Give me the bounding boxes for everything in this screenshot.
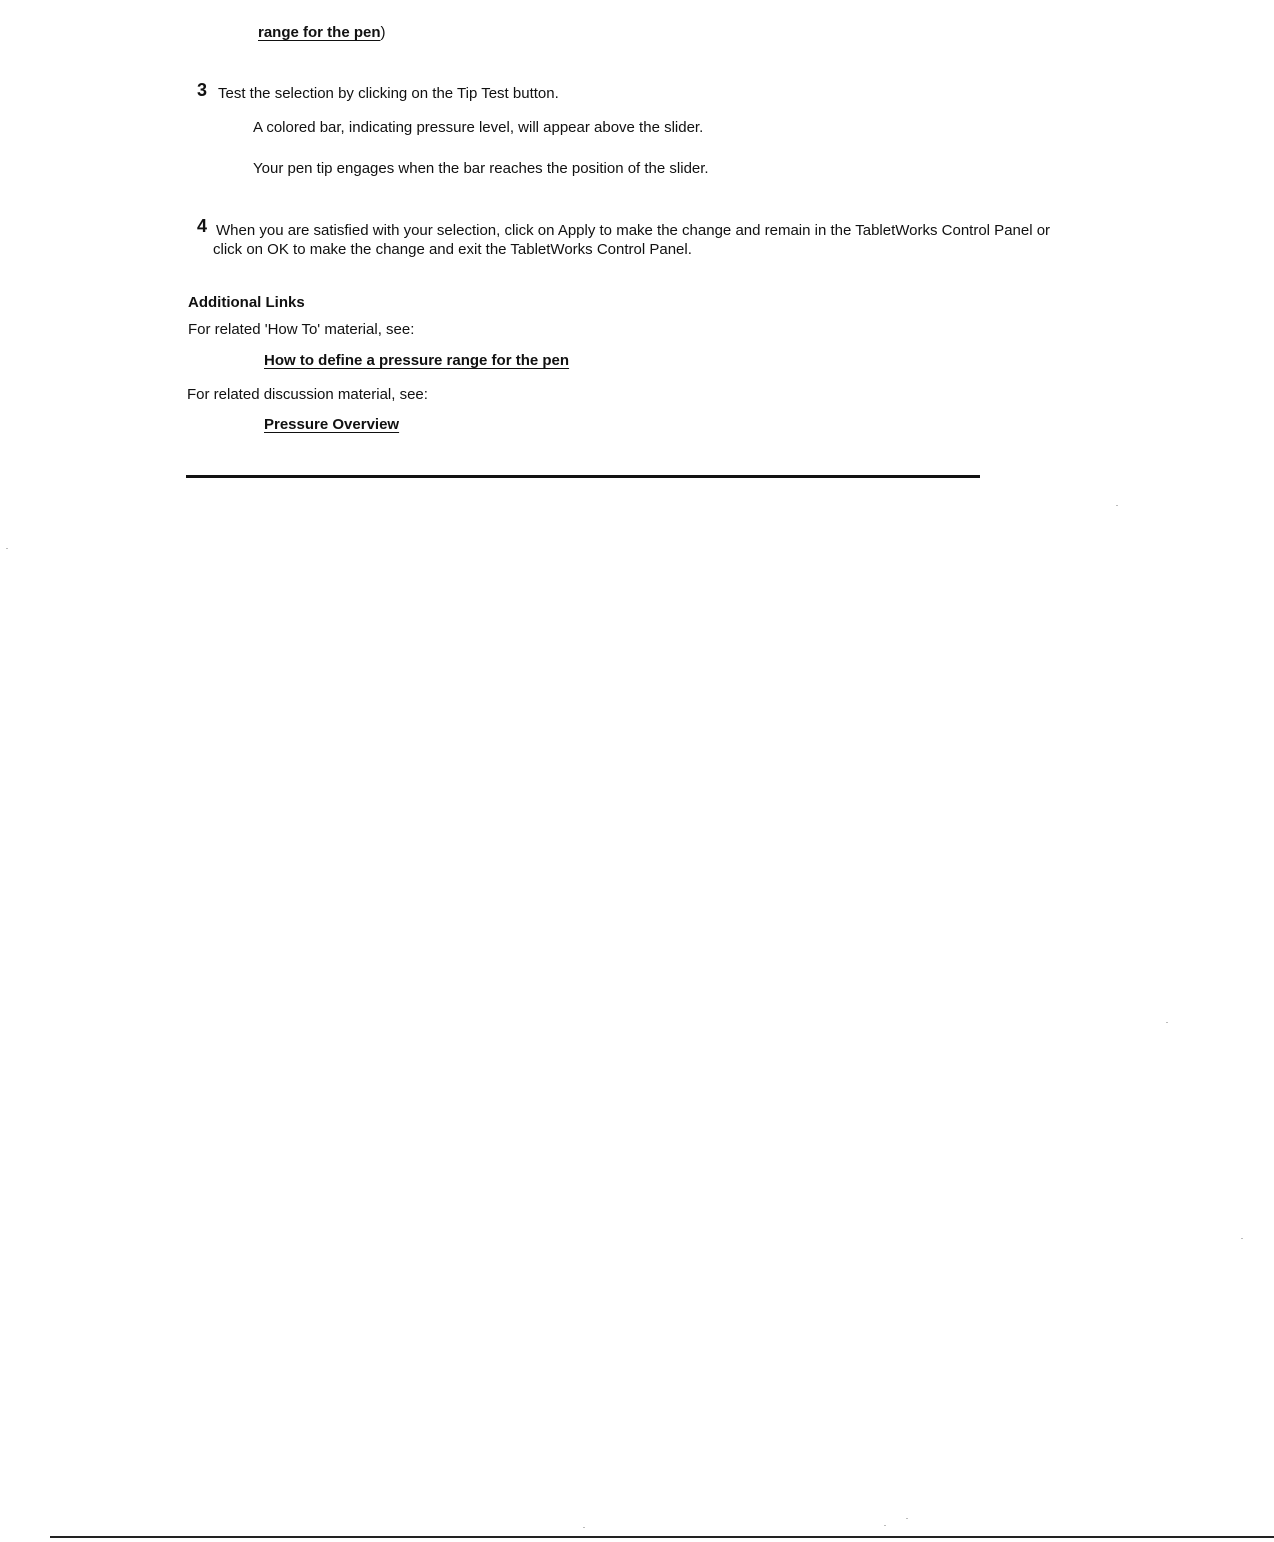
- scan-speck: [884, 1525, 886, 1526]
- page-bottom-edge: [50, 1536, 1274, 1538]
- scan-speck: [1241, 1238, 1243, 1239]
- howto-intro: For related 'How To' material, see:: [188, 321, 415, 338]
- step-3-note-1: A colored bar, indicating pressure level, will appear above the slider.: [253, 119, 704, 136]
- section-divider: [186, 475, 980, 478]
- step-3-number: 3: [197, 80, 208, 100]
- step-3-note-2: Your pen tip engages when the bar reaches the position of the slider.: [253, 160, 709, 177]
- howto-link-container: [264, 352, 569, 370]
- scan-speck: [1116, 505, 1118, 506]
- continuation-line: [258, 23, 386, 42]
- scan-speck: [583, 1527, 585, 1528]
- discussion-link-container: [264, 416, 399, 434]
- step-3-text: Test the selection by clicking on the Tip Test button.: [218, 85, 559, 102]
- scan-speck: [6, 548, 8, 549]
- continuation-suffix: ): [380, 24, 386, 41]
- additional-links-heading: Additional Links: [188, 294, 305, 311]
- step-4-text-line-2: click on OK to make the change and exit the TabletWorks Control Panel.: [213, 241, 692, 258]
- howto-pressure-range-link[interactable]: How to define a pressure range for the pen: [264, 352, 570, 369]
- pressure-overview-link[interactable]: Pressure Overview: [264, 416, 400, 433]
- step-4-number: 4: [197, 216, 208, 236]
- step-4-text-line-1: When you are satisfied with your selection, click on Apply to make the change and remain in the TabletWorks Control Panel or: [216, 222, 1051, 239]
- pressure-range-link[interactable]: range for the pen: [258, 24, 381, 41]
- scan-speck: [1166, 1022, 1168, 1023]
- scan-speck: [906, 1518, 908, 1519]
- discussion-intro: For related discussion material, see:: [187, 386, 428, 403]
